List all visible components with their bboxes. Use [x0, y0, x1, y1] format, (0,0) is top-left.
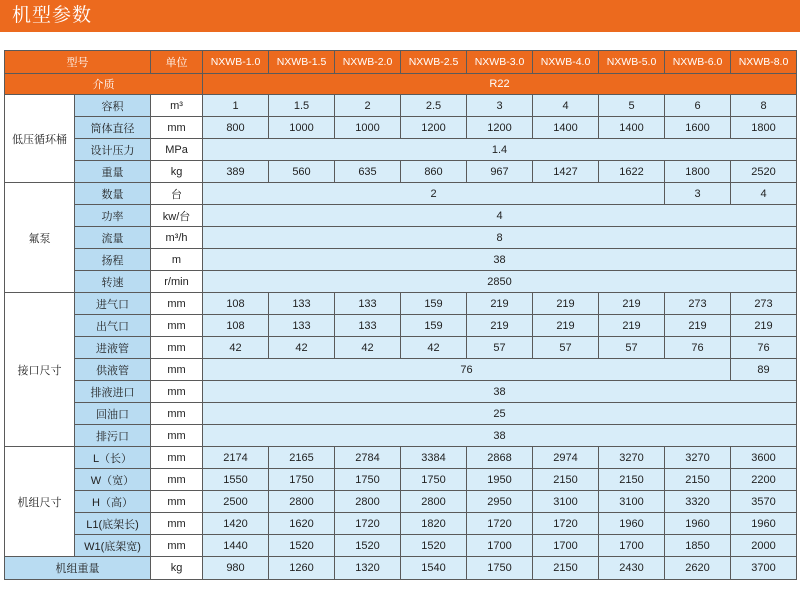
param-unit: kw/台 [151, 205, 203, 227]
table-row [5, 117, 797, 139]
cell-value: 76 [665, 337, 731, 359]
table-row [5, 205, 797, 227]
param-label: 出气口 [75, 315, 151, 337]
cell-value: 1000 [335, 117, 401, 139]
group-label-tank: 低压循环桶 [5, 95, 75, 183]
medium-label: 介质 [5, 74, 203, 95]
param-unit: 台 [151, 183, 203, 205]
param-label: 流量 [75, 227, 151, 249]
model-header: 型号 [5, 51, 151, 74]
cell-value: 967 [467, 161, 533, 183]
cell-value: 219 [533, 293, 599, 315]
cell-value: 2165 [269, 447, 335, 469]
param-label: 机组重量 [5, 557, 151, 580]
cell-value: 1700 [599, 535, 665, 557]
cell-value: 3700 [731, 557, 797, 580]
param-label: 供液管 [75, 359, 151, 381]
cell-value: 4 [533, 95, 599, 117]
param-label: 筒体直径 [75, 117, 151, 139]
cell-value: 1720 [335, 513, 401, 535]
cell-value: 219 [467, 315, 533, 337]
param-label: W（宽） [75, 469, 151, 491]
param-unit: m³/h [151, 227, 203, 249]
cell-value: 4 [203, 205, 797, 227]
cell-value: 3570 [731, 491, 797, 513]
group-label-unit: 机组尺寸 [5, 447, 75, 557]
cell-value: 108 [203, 315, 269, 337]
cell-value: 1750 [467, 557, 533, 580]
cell-value: 1750 [335, 469, 401, 491]
cell-value: 2 [335, 95, 401, 117]
cell-value: 1320 [335, 557, 401, 580]
param-unit: MPa [151, 139, 203, 161]
table-row [5, 469, 797, 491]
cell-value: 273 [665, 293, 731, 315]
cell-value: 108 [203, 293, 269, 315]
cell-value: 2430 [599, 557, 665, 580]
cell-value: 2174 [203, 447, 269, 469]
cell-value: 1750 [269, 469, 335, 491]
cell-value: 219 [599, 293, 665, 315]
param-label: 进气口 [75, 293, 151, 315]
cell-value: 980 [203, 557, 269, 580]
cell-value: 2620 [665, 557, 731, 580]
cell-value: 2950 [467, 491, 533, 513]
param-unit: mm [151, 381, 203, 403]
cell-value: 42 [335, 337, 401, 359]
table-row [5, 95, 797, 117]
cell-value: 2150 [533, 557, 599, 580]
cell-value: 2150 [665, 469, 731, 491]
cell-value: 1950 [467, 469, 533, 491]
cell-value: 1960 [599, 513, 665, 535]
cell-value: 2974 [533, 447, 599, 469]
cell-value: 38 [203, 381, 797, 403]
cell-value: 38 [203, 249, 797, 271]
cell-value: 4 [731, 183, 797, 205]
cell-value: 2800 [335, 491, 401, 513]
table-row [5, 447, 797, 469]
cell-value: 1200 [401, 117, 467, 139]
cell-value: 133 [335, 293, 401, 315]
cell-value: 560 [269, 161, 335, 183]
group-label-ports: 接口尺寸 [5, 293, 75, 447]
cell-value: 2000 [731, 535, 797, 557]
cell-value: 25 [203, 403, 797, 425]
model-name: NXWB-2.0 [335, 51, 401, 74]
param-unit: mm [151, 117, 203, 139]
cell-value: 2520 [731, 161, 797, 183]
cell-value: 2800 [401, 491, 467, 513]
table-row [5, 161, 797, 183]
model-name: NXWB-1.0 [203, 51, 269, 74]
cell-value: 3600 [731, 447, 797, 469]
table-row [5, 293, 797, 315]
cell-value: 1520 [269, 535, 335, 557]
cell-value: 219 [467, 293, 533, 315]
title-banner [0, 0, 800, 32]
cell-value: 1720 [467, 513, 533, 535]
cell-value: 3320 [665, 491, 731, 513]
cell-value: 2150 [533, 469, 599, 491]
cell-value: 76 [203, 359, 731, 381]
model-name: NXWB-3.0 [467, 51, 533, 74]
param-label: L1(底架长) [75, 513, 151, 535]
cell-value: 1800 [731, 117, 797, 139]
param-label: 转速 [75, 271, 151, 293]
param-label: 排污口 [75, 425, 151, 447]
cell-value: 1400 [599, 117, 665, 139]
table-row [5, 513, 797, 535]
table-row [5, 227, 797, 249]
group-label-pump: 氟泵 [5, 183, 75, 293]
cell-value: 8 [731, 95, 797, 117]
param-unit: kg [151, 161, 203, 183]
cell-value: 2150 [599, 469, 665, 491]
param-unit: mm [151, 513, 203, 535]
cell-value: 1.5 [269, 95, 335, 117]
cell-value: 1520 [335, 535, 401, 557]
cell-value: 5 [599, 95, 665, 117]
cell-value: 1540 [401, 557, 467, 580]
cell-value: 3384 [401, 447, 467, 469]
cell-value: 389 [203, 161, 269, 183]
model-name: NXWB-2.5 [401, 51, 467, 74]
model-name: NXWB-8.0 [731, 51, 797, 74]
param-label: 功率 [75, 205, 151, 227]
cell-value: 1 [203, 95, 269, 117]
cell-value: 1700 [533, 535, 599, 557]
cell-value: 159 [401, 293, 467, 315]
unit-header: 单位 [151, 51, 203, 74]
param-unit: mm [151, 337, 203, 359]
medium-row [5, 74, 797, 95]
cell-value: 133 [269, 315, 335, 337]
cell-value: 57 [599, 337, 665, 359]
table-row [5, 183, 797, 205]
cell-value: 1700 [467, 535, 533, 557]
param-unit: mm [151, 315, 203, 337]
cell-value: 2500 [203, 491, 269, 513]
cell-value: 219 [599, 315, 665, 337]
table-row [5, 315, 797, 337]
param-unit: m³ [151, 95, 203, 117]
cell-value: 219 [665, 315, 731, 337]
table-row [5, 139, 797, 161]
param-unit: mm [151, 293, 203, 315]
cell-value: 1.4 [203, 139, 797, 161]
param-unit: r/min [151, 271, 203, 293]
cell-value: 1622 [599, 161, 665, 183]
table-row [5, 249, 797, 271]
spec-table [4, 50, 797, 580]
cell-value: 1820 [401, 513, 467, 535]
param-unit: mm [151, 447, 203, 469]
model-name: NXWB-5.0 [599, 51, 665, 74]
table-row [5, 359, 797, 381]
cell-value: 219 [731, 315, 797, 337]
cell-value: 273 [731, 293, 797, 315]
cell-value: 42 [269, 337, 335, 359]
cell-value: 1550 [203, 469, 269, 491]
cell-value: 1420 [203, 513, 269, 535]
param-label: 重量 [75, 161, 151, 183]
page-title: 机型参数 [12, 5, 93, 26]
cell-value: 133 [269, 293, 335, 315]
cell-value: 89 [731, 359, 797, 381]
cell-value: 2800 [269, 491, 335, 513]
param-label: W1(底架宽) [75, 535, 151, 557]
param-label: 进液管 [75, 337, 151, 359]
cell-value: 635 [335, 161, 401, 183]
cell-value: 3 [665, 183, 731, 205]
table-row [5, 381, 797, 403]
cell-value: 3270 [599, 447, 665, 469]
cell-value: 2 [203, 183, 665, 205]
cell-value: 3 [467, 95, 533, 117]
param-label: 回油口 [75, 403, 151, 425]
cell-value: 133 [335, 315, 401, 337]
cell-value: 1520 [401, 535, 467, 557]
param-unit: m [151, 249, 203, 271]
cell-value: 2868 [467, 447, 533, 469]
table-row [5, 271, 797, 293]
param-unit: mm [151, 403, 203, 425]
cell-value: 1620 [269, 513, 335, 535]
cell-value: 3100 [533, 491, 599, 513]
cell-value: 57 [467, 337, 533, 359]
cell-value: 3270 [665, 447, 731, 469]
cell-value: 38 [203, 425, 797, 447]
cell-value: 800 [203, 117, 269, 139]
param-unit: mm [151, 469, 203, 491]
cell-value: 1427 [533, 161, 599, 183]
cell-value: 860 [401, 161, 467, 183]
param-unit: mm [151, 425, 203, 447]
cell-value: 42 [203, 337, 269, 359]
cell-value: 57 [533, 337, 599, 359]
cell-value: 42 [401, 337, 467, 359]
param-unit: mm [151, 359, 203, 381]
medium-value: R22 [203, 74, 797, 95]
cell-value: 3100 [599, 491, 665, 513]
header-row [5, 51, 797, 74]
param-label: 设计压力 [75, 139, 151, 161]
table-row [5, 337, 797, 359]
table-row [5, 403, 797, 425]
param-unit: mm [151, 535, 203, 557]
cell-value: 76 [731, 337, 797, 359]
param-label: H（高） [75, 491, 151, 513]
cell-value: 2850 [203, 271, 797, 293]
param-label: 扬程 [75, 249, 151, 271]
param-unit: mm [151, 491, 203, 513]
cell-value: 6 [665, 95, 731, 117]
cell-value: 1400 [533, 117, 599, 139]
table-row [5, 557, 797, 580]
cell-value: 1850 [665, 535, 731, 557]
cell-value: 1720 [533, 513, 599, 535]
model-name: NXWB-6.0 [665, 51, 731, 74]
param-label: L（长） [75, 447, 151, 469]
param-label: 数量 [75, 183, 151, 205]
cell-value: 159 [401, 315, 467, 337]
table-row [5, 425, 797, 447]
model-name: NXWB-1.5 [269, 51, 335, 74]
cell-value: 1960 [731, 513, 797, 535]
cell-value: 2784 [335, 447, 401, 469]
cell-value: 1200 [467, 117, 533, 139]
param-label: 排液进口 [75, 381, 151, 403]
cell-value: 219 [533, 315, 599, 337]
table-row [5, 535, 797, 557]
cell-value: 1750 [401, 469, 467, 491]
cell-value: 1440 [203, 535, 269, 557]
cell-value: 2.5 [401, 95, 467, 117]
cell-value: 2200 [731, 469, 797, 491]
param-label: 容积 [75, 95, 151, 117]
cell-value: 1800 [665, 161, 731, 183]
model-name: NXWB-4.0 [533, 51, 599, 74]
param-unit: kg [151, 557, 203, 580]
cell-value: 1960 [665, 513, 731, 535]
cell-value: 1000 [269, 117, 335, 139]
cell-value: 8 [203, 227, 797, 249]
table-row [5, 491, 797, 513]
cell-value: 1600 [665, 117, 731, 139]
cell-value: 1260 [269, 557, 335, 580]
